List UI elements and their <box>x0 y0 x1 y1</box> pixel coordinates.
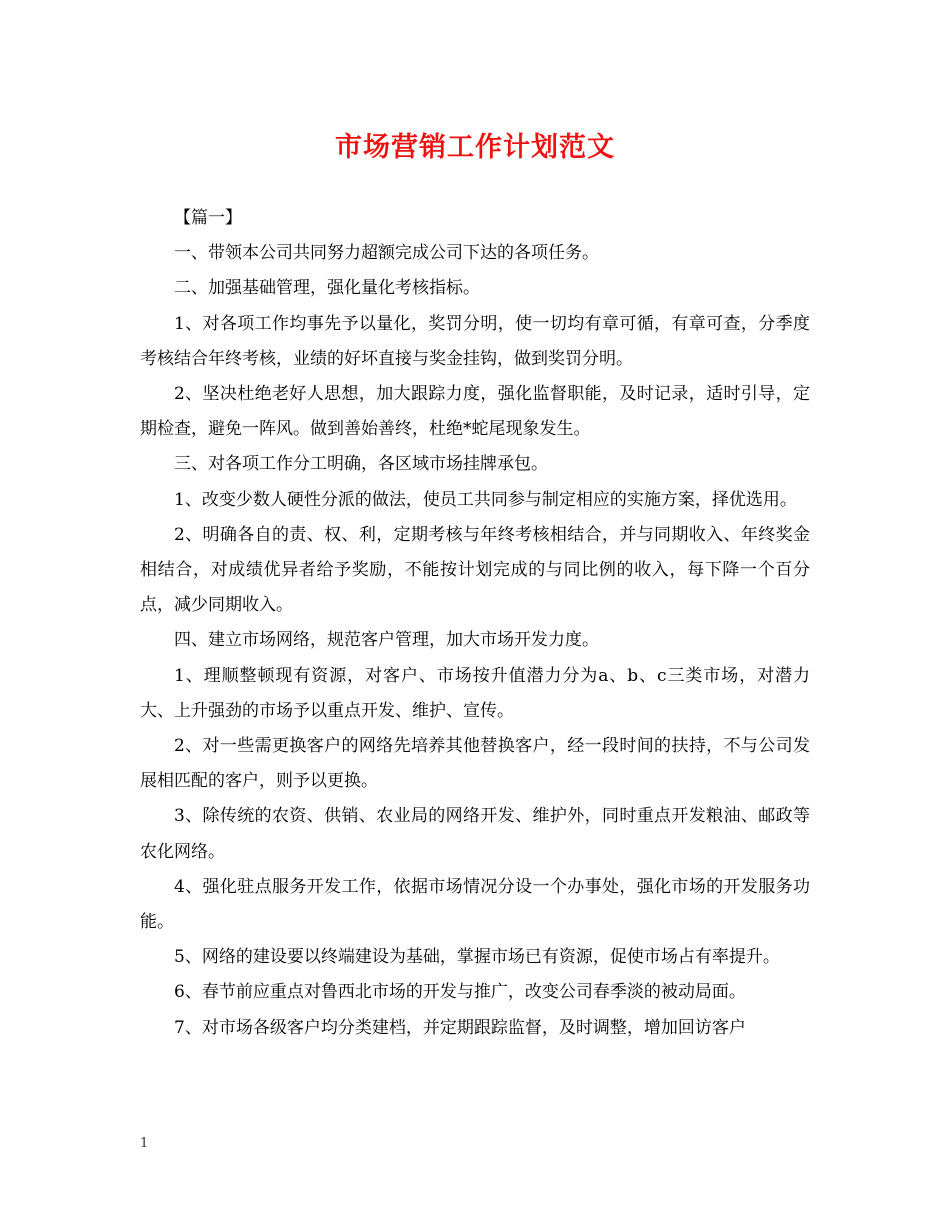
paragraph: 3、除传统的农资、供销、农业局的网络开发、维护外，同时重点开发粮油、邮政等农化网络。 <box>140 806 810 862</box>
paragraph: 1、对各项工作均事先予以量化，奖罚分明，使一切均有章可循，有章可查，分季度考核结合年终考核，业绩的好坏直接与奖金挂钩，做到奖罚分明。 <box>140 313 810 369</box>
document-body <box>140 201 810 1046</box>
paragraph: 1、改变少数人硬性分派的做法，使员工共同参与制定相应的实施方案，择优选用。 <box>174 489 797 510</box>
page-title: 市场营销工作计划范文 <box>335 132 615 163</box>
paragraph: 5、网络的建设要以终端建设为基础，掌握市场已有资源，促使市场占有率提升。 <box>174 947 780 968</box>
paragraph: 2、对一些需更换客户的网络先培养其他替换客户，经一段时间的扶持，不与公司发展相匹配的客户，则予以更换。 <box>140 736 810 792</box>
paragraph: 2、坚决杜绝老好人思想，加大跟踪力度，强化监督职能，及时记录，适时引导，定期检查，避免一阵风。做到善始善终，杜绝*蛇尾现象发生。 <box>140 384 810 440</box>
section-heading: 【篇一】 <box>174 208 242 228</box>
paragraph: 四、建立市场网络，规范客户管理，加大市场开发力度。 <box>174 630 599 651</box>
paragraph: 6、春节前应重点对鲁西北市场的开发与推广，改变公司春季淡的被动局面。 <box>174 982 746 1003</box>
page-number: 1 <box>140 1136 149 1151</box>
paragraph: 4、强化驻点服务开发工作，依据市场情况分设一个办事处，强化市场的开发服务功能。 <box>140 876 810 933</box>
paragraph: 三、对各项工作分工明确，各区域市场挂牌承包。 <box>174 454 548 475</box>
paragraph: 一、带领本公司共同努力超额完成公司下达的各项任务。 <box>174 243 599 264</box>
paragraph: 7、对市场各级客户均分类建档，并定期跟踪监督，及时调整，增加回访客户 <box>174 1017 746 1038</box>
paragraph: 二、加强基础管理，强化量化考核指标。 <box>174 278 480 299</box>
paragraph: 2、明确各自的责、权、利，定期考核与年终考核相结合，并与同期收入、年终奖金相结合，对成绩优异者给予奖励，不能按计划完成的与同比例的收入，每下降一个百分点，减少同期收入。 <box>140 524 810 616</box>
paragraph: 1、理顺整顿现有资源，对客户、市场按升值潜力分为a、b、c三类市场，对潜力大、上升强劲的市场予以重点开发、维护、宣传。 <box>140 665 810 721</box>
